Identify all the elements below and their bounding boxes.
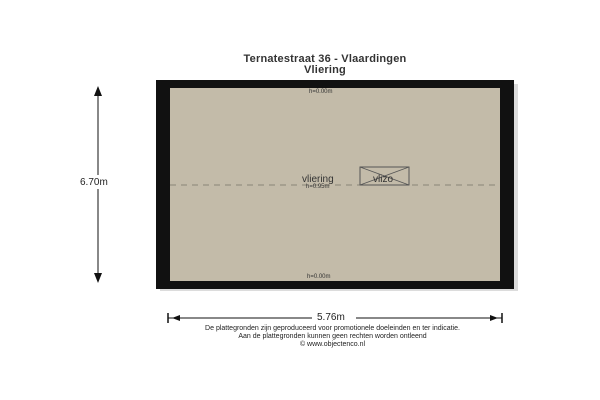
disclaimer-line-1: De plattegronden zijn geproduceerd voor promotionele doeleinden en ter indicatie. — [205, 325, 460, 332]
vertical-arrow-top — [94, 86, 102, 96]
disclaimer-line-2: Aan de plattegronden kunnen geen rechten worden ontleend — [238, 333, 427, 340]
height-label-top: h=0.00m — [309, 89, 333, 95]
plan-title-floor: Vliering — [304, 64, 346, 76]
horizontal-dimension-label: 5.76m — [317, 312, 345, 323]
vertical-dimension-label: 6.70m — [80, 177, 108, 188]
room-name-label: vliering — [302, 174, 334, 185]
copyright-line: © www.objectenco.nl — [299, 341, 366, 348]
plan-title-address: Ternatestraat 36 - Vlaardingen — [243, 53, 407, 65]
horizontal-arrow-right — [490, 315, 498, 321]
height-label-bottom: h=0.00m — [307, 274, 331, 280]
horizontal-arrow-left — [172, 315, 180, 321]
height-label-middle: h=0.95m — [306, 184, 330, 190]
vlizo-label: vlizo — [373, 174, 394, 185]
vertical-arrow-bottom — [94, 273, 102, 283]
